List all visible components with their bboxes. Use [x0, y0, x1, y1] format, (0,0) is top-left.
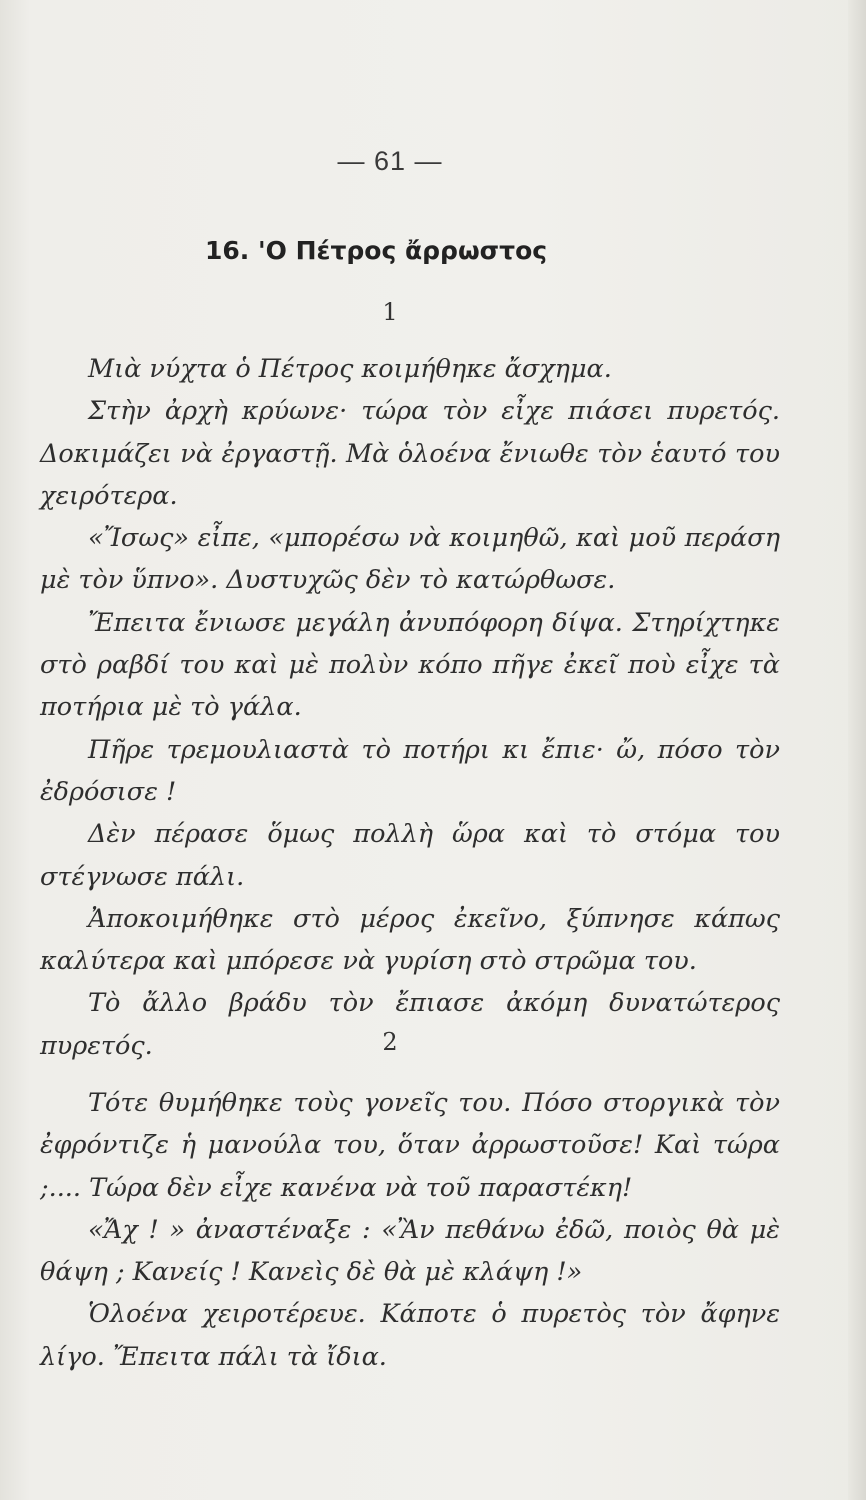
chapter-title: 16. 'Ο Πέτρος ἄρρωστος	[205, 236, 548, 265]
paragraph: «Ἴσως» εἶπε, «μπορέσω νὰ κοιμηθῶ, καὶ μοῦ περάση μὲ τὸν ὕπνο». Δυστυχῶς δὲν τὸ κατώρθωσε.	[40, 523, 780, 596]
paragraph: Ἔπειτα ἔνιωσε μεγάλη ἀνυπόφορη δίψα. Στηρίχτηκε στὸ ραβδί του καὶ μὲ πολὺν κόπο πῆγε ἐκεῖ ποὺ εἶχε τὰ ποτήρια μὲ τὸ γάλα.	[40, 607, 780, 723]
paragraph: Πῆρε τρεμουλιαστὰ τὸ ποτήρι κι ἔπιε· ὤ, πόσο τὸν ἐδρόσισε !	[40, 734, 780, 807]
paragraph: Δὲν πέρασε ὅμως πολλὴ ὥρα καὶ τὸ στόμα του στέγνωσε πάλι.	[40, 819, 780, 892]
section-1-text	[40, 348, 780, 1067]
paragraph: Τότε θυμήθηκε τοὺς γονεῖς του. Πόσο στοργικὰ τὸν ἐφρόντιζε ἡ μανούλα του, ὅταν ἀρρωστοῦσε! Καὶ τώρα ;.... Τώρα δὲν εἶχε κανένα νὰ τοῦ παραστέκη!	[40, 1088, 780, 1203]
section-number: 1	[382, 298, 398, 326]
section-number: 2	[382, 1028, 398, 1056]
paragraph: Τὸ ἄλλο βράδυ τὸν ἔπιασε ἀκόμη δυνατώτερος πυρετός.	[40, 988, 780, 1061]
paragraph: Ὁλοένα χειροτέρευε. Κάποτε ὁ πυρετὸς τὸν ἄφηνε λίγο. Ἔπειτα πάλι τὰ ἴδια.	[40, 1299, 780, 1372]
paragraph: Ἀποκοιμήθηκε στὸ μέρος ἐκεῖνο, ξύπνησε κάπως καλύτερα καὶ μπόρεσε νὰ γυρίση στὸ στρῶμα του.	[40, 903, 780, 977]
page-edge	[848, 0, 866, 1500]
paragraph: «Ἄχ ! » ἀναστέναξε : «Ἂν πεθάνω ἐδῶ, ποιὸς θὰ μὲ θάψη ; Κανείς ! Κανεὶς δὲ θὰ μὲ κλάψη !»	[40, 1214, 780, 1288]
page-number: — 61 —	[337, 146, 443, 176]
paragraph: Στὴν ἀρχὴ κρύωνε· τώρα τὸν εἶχε πιάσει πυρετός. Δοκιμάζει νὰ ἐργαστῇ. Μὰ ὁλοένα ἔνιωθε τὸν ἑαυτό του χειρότερα.	[40, 396, 780, 511]
section-2-text	[40, 1082, 780, 1378]
paragraph: Μιὰ νύχτα ὁ Πέτρος κοιμήθηκε ἄσχημα.	[88, 354, 612, 384]
